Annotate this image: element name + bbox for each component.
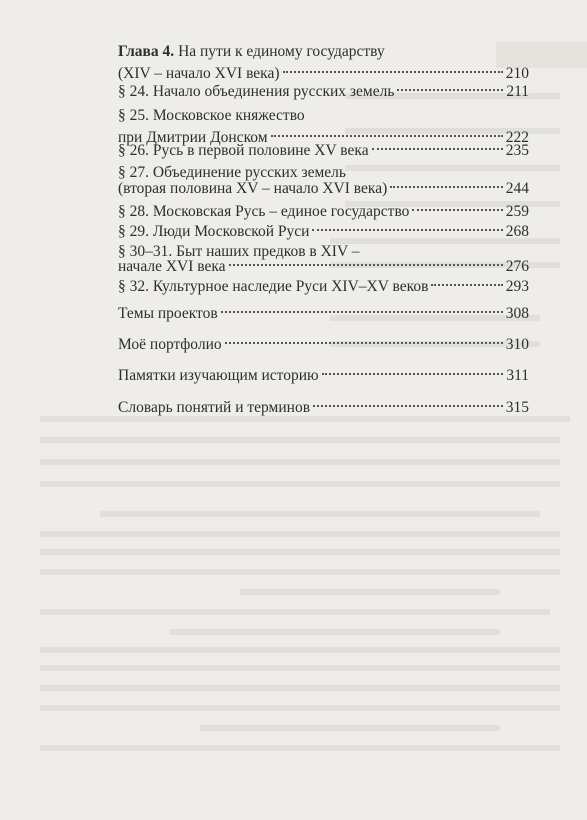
entry-title: Словарь понятий и терминов xyxy=(118,399,311,416)
page-number: 259 xyxy=(505,203,529,220)
entry-title-cont: при Дмитрии Донском xyxy=(118,129,268,146)
dot-leader xyxy=(283,71,503,73)
entry-title: Моё портфолио xyxy=(118,336,222,353)
entry-title: § 29. Люди Московской Руси xyxy=(118,223,310,240)
dot-leader xyxy=(372,148,503,150)
entry-title: Темы проектов xyxy=(118,305,218,322)
toc-entry-s29[interactable] xyxy=(118,221,529,243)
toc-entry-s28[interactable] xyxy=(118,201,529,223)
toc-entry-projects[interactable] xyxy=(118,303,529,325)
page-number: 268 xyxy=(505,223,529,240)
entry-title: § 25. Московское княжество xyxy=(118,107,305,124)
dot-leader xyxy=(412,209,502,211)
toc-entry-glossary[interactable] xyxy=(118,397,529,419)
entry-title: § 30–31. Быт наших предков в XIV – xyxy=(118,243,360,260)
page-number: 222 xyxy=(505,129,529,146)
page-number: 311 xyxy=(506,367,529,384)
chapter-title: На пути к единому государству xyxy=(178,43,385,60)
toc-entry-memos[interactable] xyxy=(118,365,529,387)
dot-leader xyxy=(322,373,504,375)
entry-title: § 27. Объединение русских земель xyxy=(118,164,346,181)
entry-title-cont: начале XVI века xyxy=(118,258,226,275)
page-number: 310 xyxy=(505,336,529,353)
page-number: 244 xyxy=(505,180,529,197)
dot-leader xyxy=(431,284,502,286)
page-number: 235 xyxy=(505,142,529,159)
entry-title: § 24. Начало объединения русских земель xyxy=(118,83,395,100)
dot-leader xyxy=(390,186,503,188)
toc-chapter4-title[interactable] xyxy=(118,41,529,63)
dot-leader xyxy=(397,89,503,91)
toc-entry-s26[interactable] xyxy=(118,140,529,162)
page-number: 293 xyxy=(505,278,529,295)
dot-leader xyxy=(312,229,502,231)
dot-leader xyxy=(271,135,503,137)
dot-leader xyxy=(313,405,503,407)
entry-title: Памятки изучающим историю xyxy=(118,367,319,384)
entry-title: § 26. Русь в первой половине XV века xyxy=(118,142,369,159)
page-number: 210 xyxy=(505,65,529,82)
chapter-label: Глава 4. xyxy=(118,43,175,60)
toc-entry-s27[interactable] xyxy=(118,178,529,200)
page-number: 315 xyxy=(505,399,529,416)
page-number: 211 xyxy=(506,83,529,100)
dot-leader xyxy=(225,342,503,344)
toc-entry-s25-line1[interactable] xyxy=(118,105,529,127)
page-number: 308 xyxy=(505,305,529,322)
page-number: 276 xyxy=(505,258,529,275)
entry-title-cont: (вторая половина XV – начало XVI века) xyxy=(118,180,388,197)
toc-entry-s24[interactable] xyxy=(118,81,529,103)
dot-leader xyxy=(221,311,503,313)
dot-leader xyxy=(229,264,503,266)
entry-title: § 32. Культурное наследие Руси XIV–XV веков xyxy=(118,278,429,295)
toc-entry-s32[interactable] xyxy=(118,276,529,298)
toc-entry-portfolio[interactable] xyxy=(118,334,529,356)
entry-title: § 28. Московская Русь – единое государство xyxy=(118,203,410,220)
chapter-subtitle: (XIV – начало XVI века) xyxy=(118,65,280,82)
toc-entry-s30[interactable] xyxy=(118,256,529,278)
